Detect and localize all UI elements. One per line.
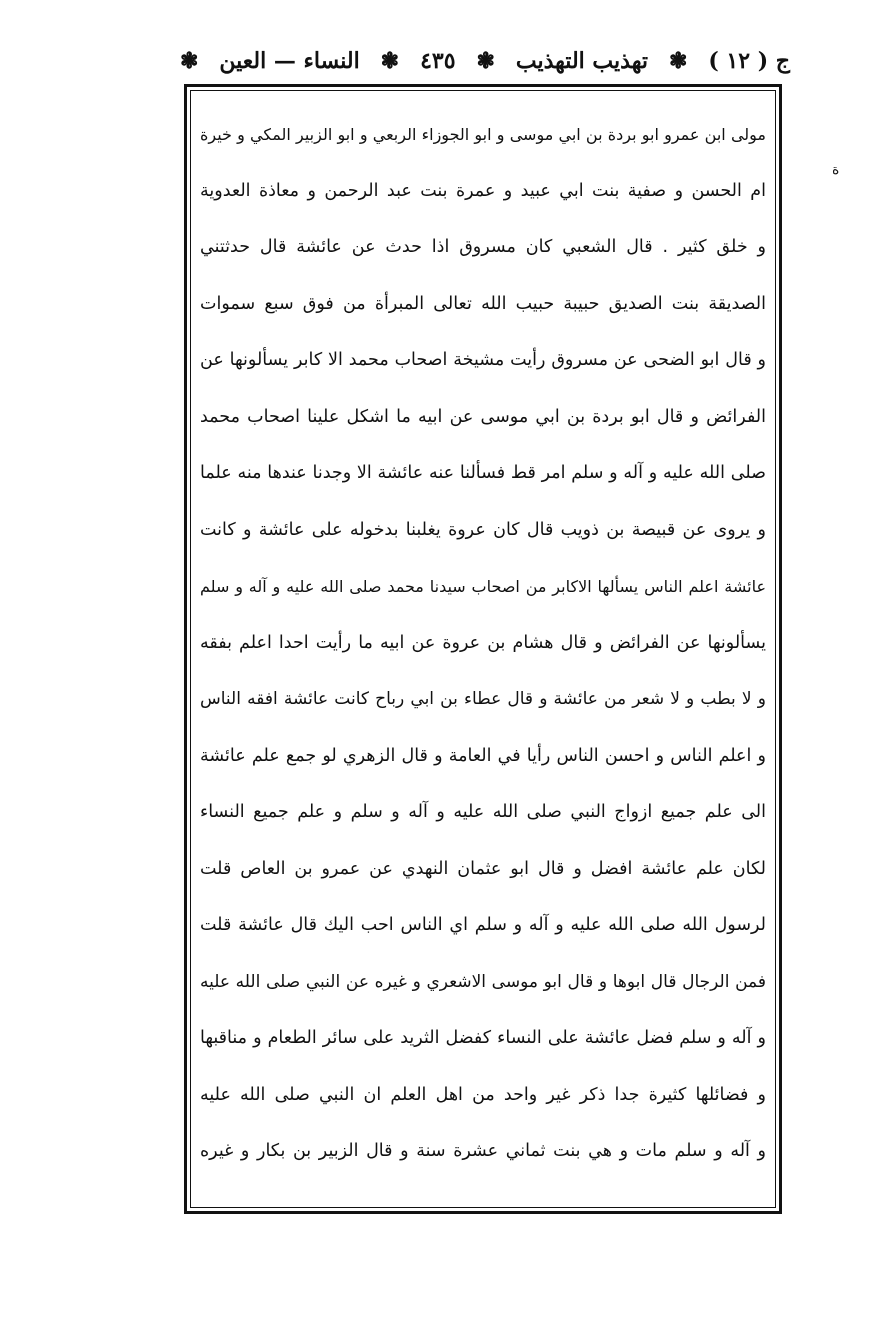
text-line: يسألونها عن الفرائض و قال هشام بن عروة عن ابيه ما رأيت احدا اعلم بفقه (200, 632, 766, 653)
text-line: الى علم جميع ازواج النبي صلى الله عليه و آله و سلم و علم جميع النساء (200, 802, 766, 823)
text-line: الفرائض و قال ابو بردة بن ابي موسى عن ابيه ما اشكل علينا اصحاب محمد (200, 406, 766, 427)
ornament-icon: ❃ (180, 48, 199, 74)
text-line: و آله و سلم فضل عائشة على النساء كفضل الثريد على سائر الطعام و مناقبها (200, 1028, 766, 1049)
ornament-icon: ❃ (476, 48, 495, 74)
book-title: تهذيب التهذيب (515, 48, 648, 74)
text-line: ام الحسن و صفية بنت ابي عبيد و عمرة بنت عبد الرحمن و معاذة العدوية (200, 180, 766, 201)
text-line: فمن الرجال قال ابوها و قال ابو موسى الاشعري و غيره عن النبي صلى الله عليه (200, 971, 766, 992)
ornament-icon: ❃ (380, 48, 400, 74)
text-line: عائشة اعلم الناس يسألها الاكابر من اصحاب سيدنا محمد صلى الله عليه و آله و سلم (200, 576, 766, 596)
volume-label: ج ( ١٢ ) (708, 48, 790, 74)
text-line: و يروى عن قبيصة بن ذويب قال كان عروة يغلبنا بدخوله على عائشة و كانت (200, 519, 766, 540)
ornament-icon: ❃ (668, 48, 688, 74)
text-line: و فضائلها كثيرة جدا ذكر غير واحد من اهل العلم ان النبي صلى الله عليه (200, 1084, 766, 1105)
text-line: و قال ابو الضحى عن مسروق رأيت مشيخة اصحاب محمد الا كابر يسألونها عن (200, 350, 766, 371)
section-title: النساء — العين (219, 48, 360, 74)
text-line: و اعلم الناس و احسن الناس رأيا في العامة و قال الزهري لو جمع علم عائشة (200, 745, 766, 766)
text-line: لرسول الله صلى الله عليه و آله و سلم اي الناس احب اليك قال عائشة قلت (200, 915, 766, 936)
text-line: مولى ابن عمرو ابو بردة بن ابي موسى و ابو الجوزاء الربعي و ابو الزبير المكي و خيرة (200, 124, 766, 144)
text-line: و لا بطب و لا شعر من عائشة و قال عطاء بن ابي رباح كانت عائشة افقه الناس (200, 689, 766, 710)
text-line: الصديقة بنت الصديق حبيبة حبيب الله تعالى المبرأة من فوق سبع سموات (200, 293, 766, 314)
text-line: و آله و سلم مات و هي بنت ثماني عشرة سنة و قال الزبير بن بكار و غيره (200, 1141, 766, 1162)
page-number: ٤٣٥ (420, 48, 456, 74)
body-text (200, 106, 766, 1206)
text-line: صلى الله عليه و آله و سلم امر قط فسألنا عنه عائشة الا وجدنا عندها منه علما (200, 463, 766, 484)
text-line: و خلق كثير . قال الشعبي كان مسروق اذا حدث عن عائشة قال حدثتني (200, 237, 766, 258)
text-line: لكان علم عائشة افضل و قال ابو عثمان النهدي عن عمرو بن العاص قلت (200, 858, 766, 879)
page-header (180, 40, 790, 82)
margin-mark: ة (832, 162, 840, 178)
